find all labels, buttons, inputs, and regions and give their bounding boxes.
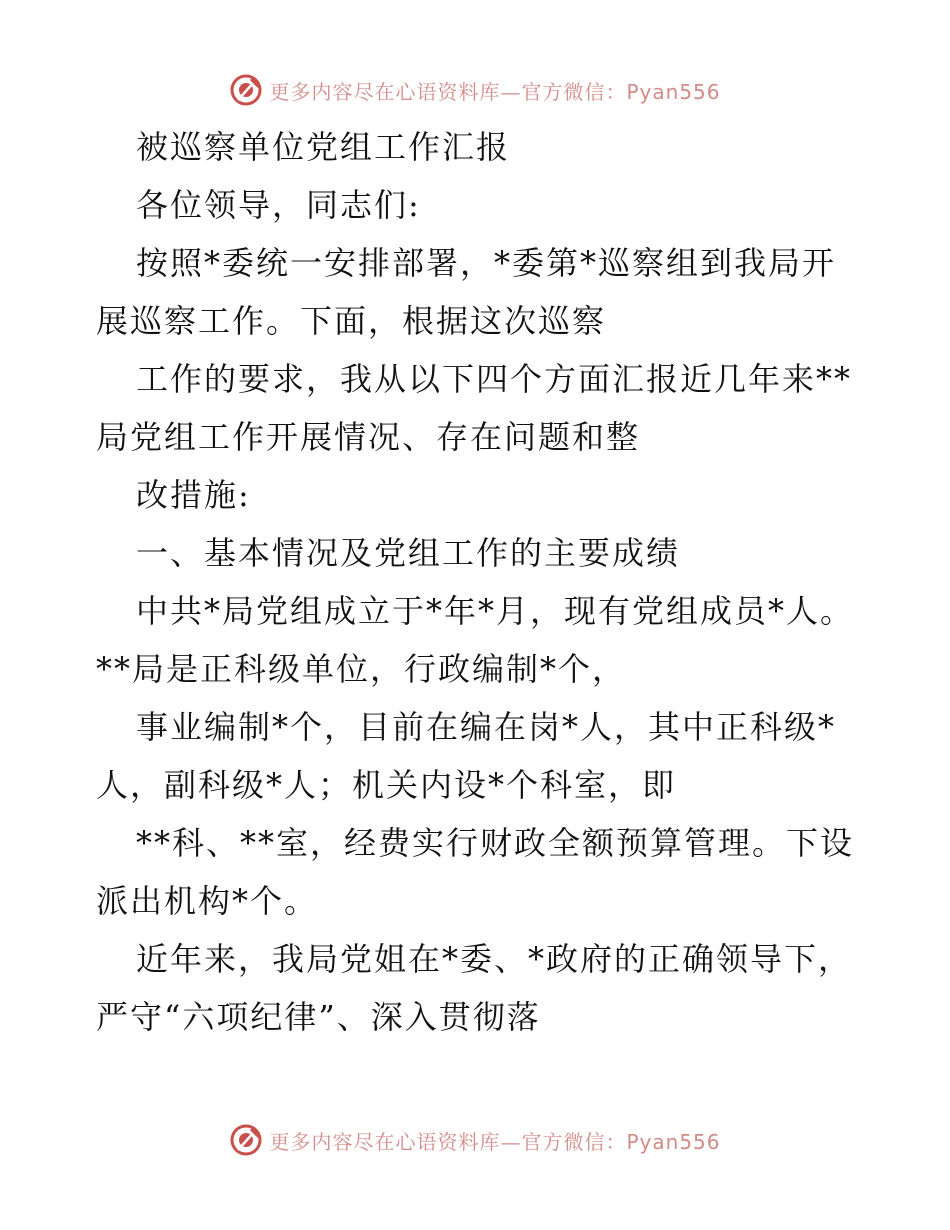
paragraph-line: 近年来，我局党姐在*委、*政府的正确领导下， [136,940,853,978]
watermark-text: 更多内容尽在心语资料库—官方微信：Pyan556 [269,79,721,104]
salutation: 各位领导，同志们: [136,186,421,224]
watermark-header [0,70,950,110]
watermark-text: 更多内容尽在心语资料库—官方微信：Pyan556 [269,1129,721,1154]
paragraph-line: 改措施: [136,476,251,514]
paragraph-line: 局党组工作开展情况、存在问题和整 [96,418,641,456]
paragraph-line: 工作的要求，我从以下四个方面汇报近几年来** [136,360,853,398]
paragraph-line: 按照*委统一安排部署，*委第*巡察组到我局开 [136,244,837,282]
section-heading: 一、基本情况及党组工作的主要成绩 [136,534,681,572]
document-body [96,118,866,1046]
paragraph-line: **局是正科级单位，行政编制*个， [96,650,627,688]
watermark-footer [0,1120,950,1160]
seal-logo-icon [229,1123,263,1157]
paragraph-line: **科、**室，经费实行财政全额预算管理。下设 [136,824,855,862]
paragraph-line: 展巡察工作。下面，根据这次巡察 [96,302,607,340]
paragraph-line: 中共*局党组成立于*年*月，现有党组成员*人。 [136,592,855,630]
document-title: 被巡察单位党组工作汇报 [136,128,511,166]
seal-logo-icon [229,73,263,107]
paragraph-line: 派出机构*个。 [96,882,319,920]
paragraph-line: 严守“六项纪律”、深入贯彻落 [96,998,541,1036]
paragraph-line: 事业编制*个，目前在编在岗*人，其中正科级* [136,708,837,746]
paragraph-line: 人，副科级*人；机关内设*个科室，即 [96,766,677,804]
